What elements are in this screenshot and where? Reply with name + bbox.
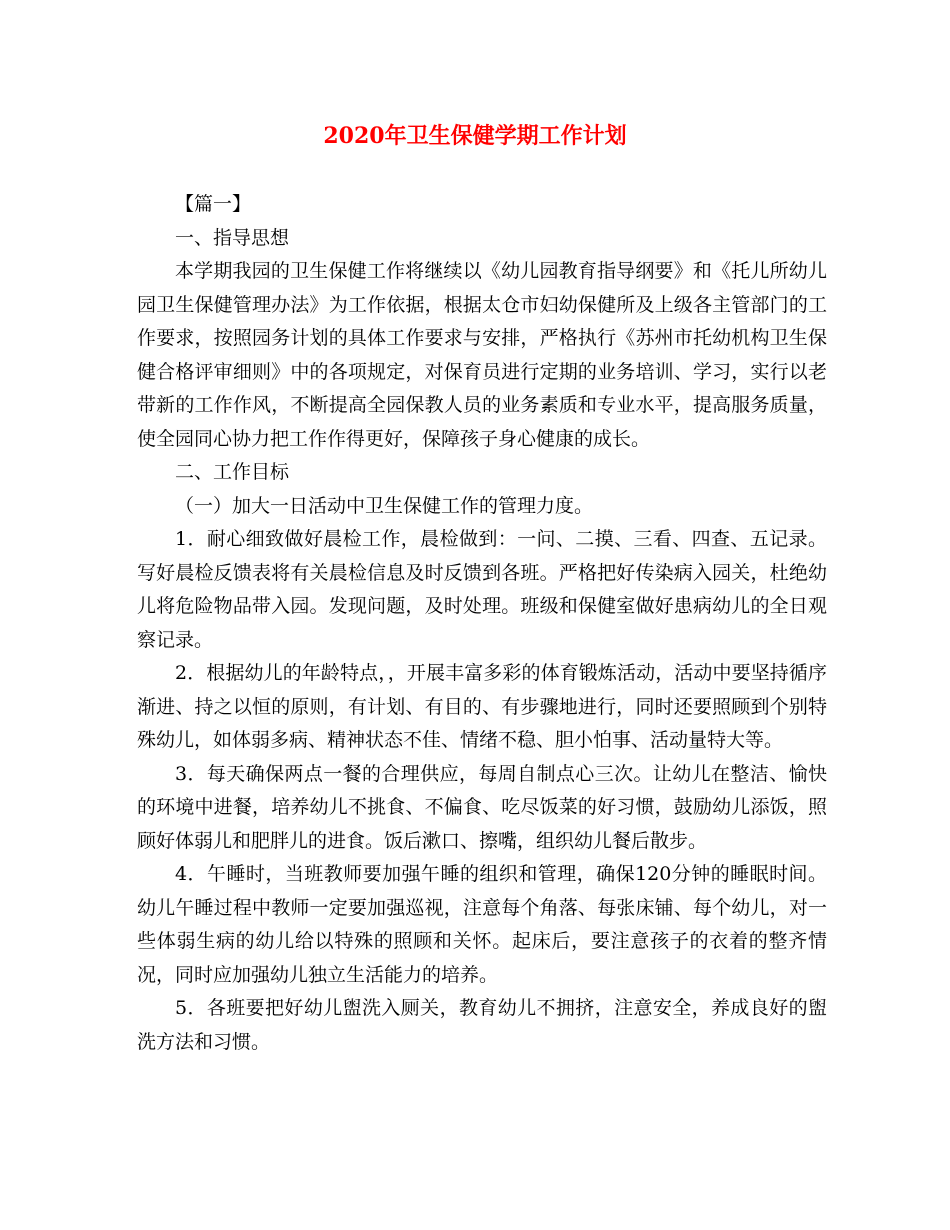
paragraph-item-1: 1．耐心细致做好晨检工作，晨检做到：一问、二摸、三看、四查、五记录。写好晨检反馈表将有关晨检信息及时反馈到各班。严格把好传染病入园关，杜绝幼儿将危险物品带入园。发现问题，及时处理。班级和保健室做好患病幼儿的全日观察记录。 (137, 528, 827, 651)
paragraph-item-2: 2．根据幼儿的年龄特点，，开展丰富多彩的体育锻炼活动，活动中要坚持循序渐进、持之以恒的原则，有计划、有目的、有步骤地进行，同时还要照顾到个别特殊幼儿，如体弱多病、精神状态不佳、情绪不稳、胆小怕事、活动量特大等。 (137, 662, 827, 751)
section-heading-1: 一、指导思想 (175, 226, 290, 249)
paragraph-guiding-thought: 本学期我园的卫生保健工作将继续以《幼儿园教育指导纲要》和《托儿所幼儿园卫生保健管理办法》为工作依据，根据太仓市妇幼保健所及上级各主管部门的工作要求，按照园务计划的具体工作要求与安排，严格执行《苏州市托幼机构卫生保健合格评审细则》中的各项规定，对保育员进行定期的业务培训、学习，实行以老带新的工作作风，不断提高全园保教人员的业务素质和专业水平，提高服务质量，使全园同心协力把工作作得更好，保障孩子身心健康的成长。 (137, 260, 827, 450)
paragraph-item-4: 4．午睡时，当班教师要加强午睡的组织和管理，确保120分钟的睡眠时间。幼儿午睡过程中教师一定要加强巡视，注意每个角落、每张床铺、每个幼儿，对一些体弱生病的幼儿给以特殊的照顾和关怀。起床后，要注意孩子的衣着的整齐情况，同时应加强幼儿独立生活能力的培养。 (137, 863, 827, 986)
document-body (137, 188, 827, 1059)
section-heading-2: 二、工作目标 (175, 461, 290, 483)
part-label: 【篇一】 (175, 193, 252, 215)
subheading-1: （一）加大一日活动中卫生保健工作的管理力度。 (175, 494, 594, 517)
paragraph-item-3: 3．每天确保两点一餐的合理供应，每周自制点心三次。让幼儿在整洁、愉快的环境中进餐，培养幼儿不挑食、不偏食、吃尽饭菜的好习惯，鼓励幼儿添饭，照顾好体弱儿和肥胖儿的进食。饭后漱口、擦嘴，组织幼儿餐后散步。 (137, 762, 827, 852)
document-title: 2020年卫生保健学期工作计划 (323, 123, 627, 149)
paragraph-item-5: 5．各班要把好幼儿盥洗入厕关，教育幼儿不拥挤，注意安全，养成良好的盥洗方法和习惯。 (137, 997, 827, 1053)
